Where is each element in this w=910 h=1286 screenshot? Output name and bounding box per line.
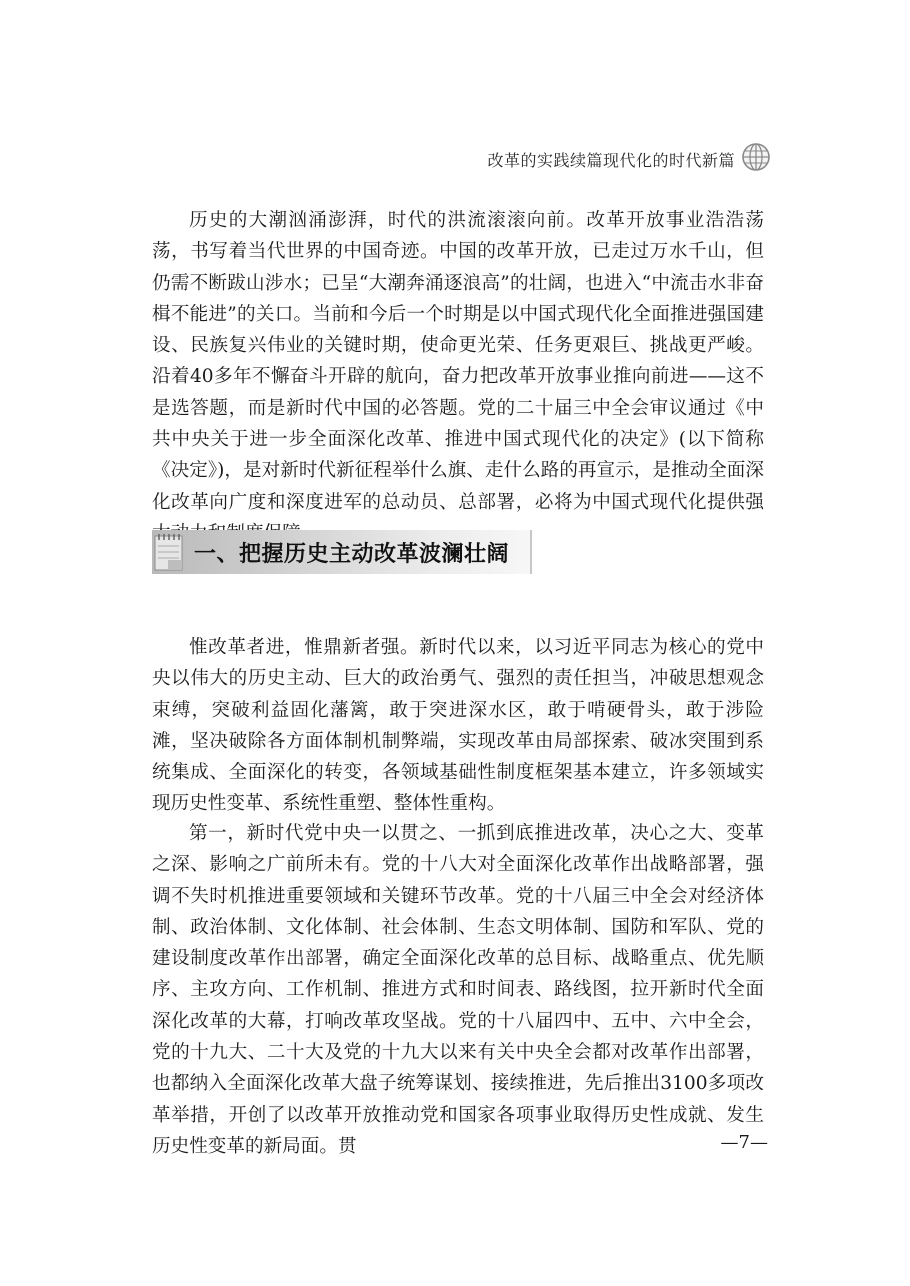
page-number: —7— [720, 1132, 768, 1153]
intro-paragraph: 历史的大潮汹涌澎湃，时代的洪流滚滚向前。改革开放事业浩浩荡荡，书写着当代世界的中国奇迹。中国的改革开放，已走过万水千山，但仍需不断跋山涉水；已呈“大潮奔涌逐浪高”的壮阔，也进入“中流击水非奋楫不能进”的关口。当前和今后一个时期是以中国式现代化全面推进强国建设、民族复兴伟业的关键时期，使命更光荣、任务更艰巨、挑战更严峻。沿着40多年不懈奋斗开辟的航向，奋力把改革开放事业推向前进——这不是选答题，而是新时代中国的必答题。党的二十届三中全会审议通过《中共中央关于进一步全面深化改革、推进中国式现代化的决定》(以下简称《决定》)，是对新时代新征程举什么旗、走什么路的再宣示，是推动全面深化改革向广度和深度进军的总动员、总部署，必将为中国式现代化提供强 [152, 210, 764, 513]
running-header [0, 142, 910, 178]
section-title: 一、把握历史主动改革波澜壮阔 [194, 542, 510, 567]
running-title: 改革的实践续篇现代化的时代新篇 [487, 151, 735, 170]
section-heading [152, 530, 532, 574]
section-intro-paragraph: 惟改革者进，惟鼎新者强。新时代以来，以习近平同志为核心的党中央以伟大的历史主动、巨大的政治勇气、强烈的责任担当，冲破思想观念束缚，突破利益固化藩篱，敢于突进深水区，敢于啃硬骨头，敢于涉险滩，坚决破除各方面体制机制弊端，实现改革由局部探索、破冰突围到系统集成、全面深化的转变，各领域基础性制度框架基本建立，许多领域实现历史性变革、系统性重塑、整体性重构。 [152, 637, 764, 815]
notepad-icon [154, 532, 184, 572]
globe-icon [741, 142, 771, 172]
first-point-paragraph: 第一，新时代党中央一以贯之、一抓到底推进改革，决心之大、变革之深、影响之广前所未有。党的十八大对全面深化改革作出战略部署，强调不失时机推进重要领域和关键环节改革。党的十八届三中全会对经济体制、政治体制、文化体制、社会体制、生态文明体制、国防和军队、党的建设制度改革作出部署，确定全面深化改革的总目标、战略重点、优先顺序、主攻方向、工作机制、推进方式和时间表、路线图，拉开新时代全面深化改革的大幕，打响改革攻坚战。党的十八届四中、五中、六中全会，党的十九大、二十大及党的十九大以来有关中央全会都对改革作出部署，也都纳入全面深化改革大盘子统筹谋划、接续推进，先后推出3100多项改革举措，开创了以改革开放推动党和国家各项事业取得历史性成就、发生历史性变革的新局面。贯 [152, 823, 764, 1157]
